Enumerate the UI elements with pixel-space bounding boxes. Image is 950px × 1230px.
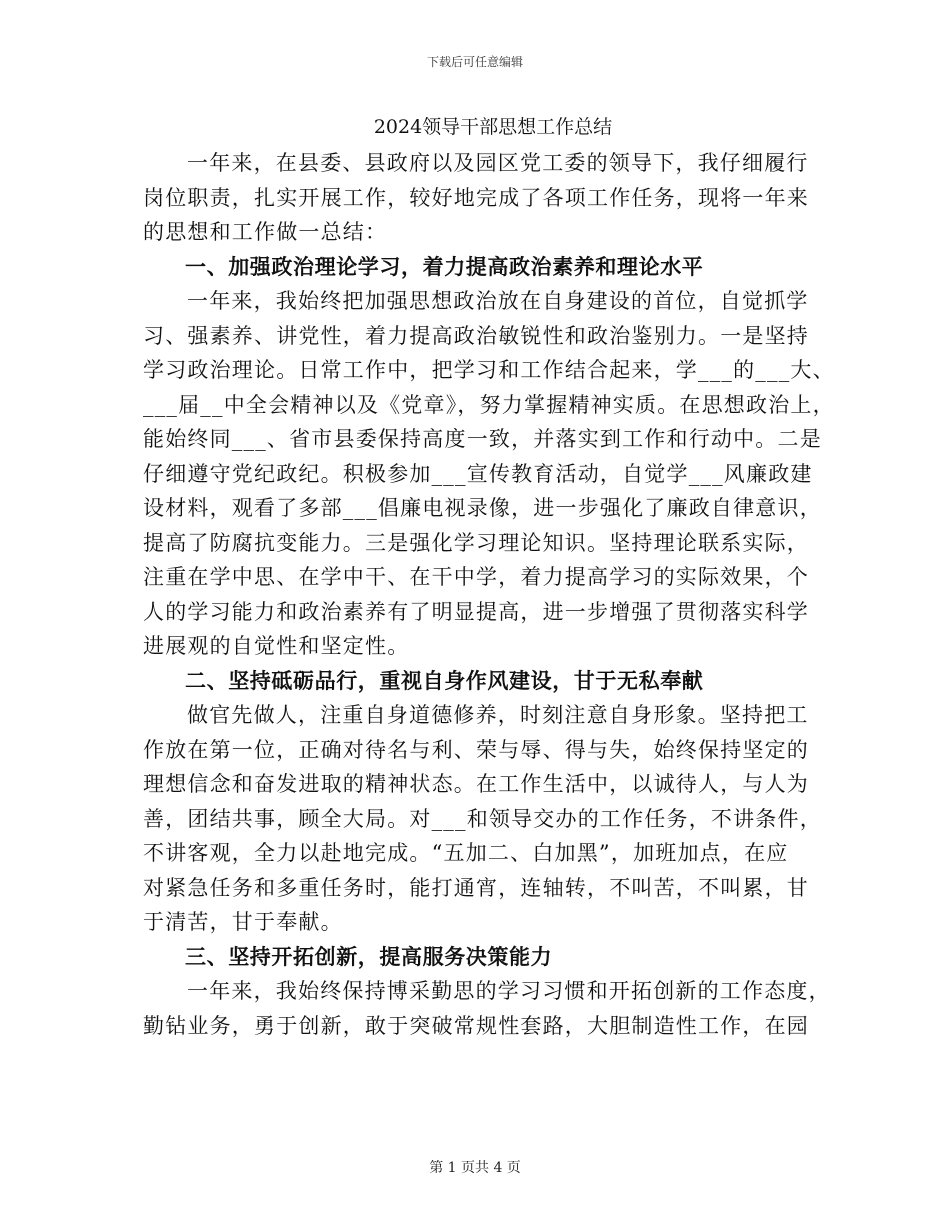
section-heading: 二、坚持砥砺品行，重视自身作风建设，甘于无私奉献 bbox=[185, 667, 704, 693]
paragraph-line: ___届__中全会精神以及《党章》，努力掌握精神实质。在思想政治上， bbox=[143, 392, 835, 417]
paragraph-line: 不讲客观，全力以赴地完成。“五加二、白加黑”，加班加点，在应 bbox=[143, 841, 789, 865]
paragraph-line: 学习政治理论。日常工作中，把学习和工作结合起来，学___的___大、 bbox=[143, 358, 835, 382]
paragraph-line: 勤钻业务，勇于创新，敢于突破常规性套路，大胆制造性工作，在园 bbox=[143, 1013, 809, 1038]
paragraph-line: 善，团结共事，顾全大局。对___和领导交办的工作任务，不讲条件， bbox=[143, 806, 822, 831]
paragraph-line: 进展观的自觉性和坚定性。 bbox=[143, 634, 410, 658]
paragraph-line: 一年来，我始终把加强思想政治放在自身建设的首位，自觉抓学 bbox=[187, 289, 809, 313]
paragraph-line: 习、强素养、讲党性，着力提高政治敏锐性和政治鉴别力。一是坚持 bbox=[143, 323, 809, 348]
section-heading: 一、加强政治理论学习，着力提高政治素养和理论水平 bbox=[185, 253, 704, 279]
paragraph-line: 作放在第一位，正确对待名与利、荣与辱、得与失，始终保持坚定的 bbox=[143, 737, 809, 762]
paragraph-line: 对紧急任务和多重任务时，能打通宵，连轴转，不叫苦，不叫累，甘 bbox=[143, 875, 809, 900]
paragraph-line: 一年来，我始终保持博采勤思的学习习惯和开拓创新的工作态度， bbox=[187, 979, 831, 1003]
paragraph-line: 人的学习能力和政治素养有了明显提高，进一步增强了贯彻落实科学 bbox=[143, 599, 809, 624]
page-header: 下载后可任意编辑 bbox=[426, 55, 523, 69]
document-text bbox=[143, 146, 835, 1043]
section-heading: 三、坚持开拓创新，提高服务决策能力 bbox=[185, 943, 553, 969]
paragraph-line: 一年来，在县委、县政府以及园区党工委的领导下，我仔细履行 bbox=[187, 151, 809, 175]
paragraph-line: 仔细遵守党纪政纪。积极参加___宣传教育活动，自觉学___风廉政建 bbox=[143, 461, 813, 486]
paragraph-line: 注重在学中思、在学中干、在干中学，着力提高学习的实际效果，个 bbox=[143, 565, 809, 589]
paragraph-line: 提高了防腐抗变能力。三是强化学习理论知识。坚持理论联系实际， bbox=[143, 530, 809, 555]
paragraph-line: 做官先做人，注重自身道德修养，时刻注意自身形象。坚持把工 bbox=[187, 703, 809, 727]
paragraph-line: 的思想和工作做一总结： bbox=[143, 220, 388, 244]
paragraph-line: 于清苦，甘于奉献。 bbox=[143, 910, 343, 934]
page-footer: 第 1 页共 4 页 bbox=[429, 1160, 521, 1176]
paragraph-line: 设材料，观看了多部___倡廉电视录像，进一步强化了廉政自律意识， bbox=[143, 496, 822, 520]
document-title: 2024领导干部思想工作总结 bbox=[373, 116, 613, 138]
paragraph-line: 岗位职责，扎实开展工作，较好地完成了各项工作任务，现将一年来 bbox=[143, 185, 809, 210]
document-body bbox=[143, 112, 835, 1043]
paragraph-line: 能始终同___、省市县委保持高度一致，并落实到工作和行动中。二是 bbox=[143, 427, 822, 451]
paragraph-line: 理想信念和奋发进取的精神状态。在工作生活中，以诚待人，与人为 bbox=[143, 772, 809, 796]
